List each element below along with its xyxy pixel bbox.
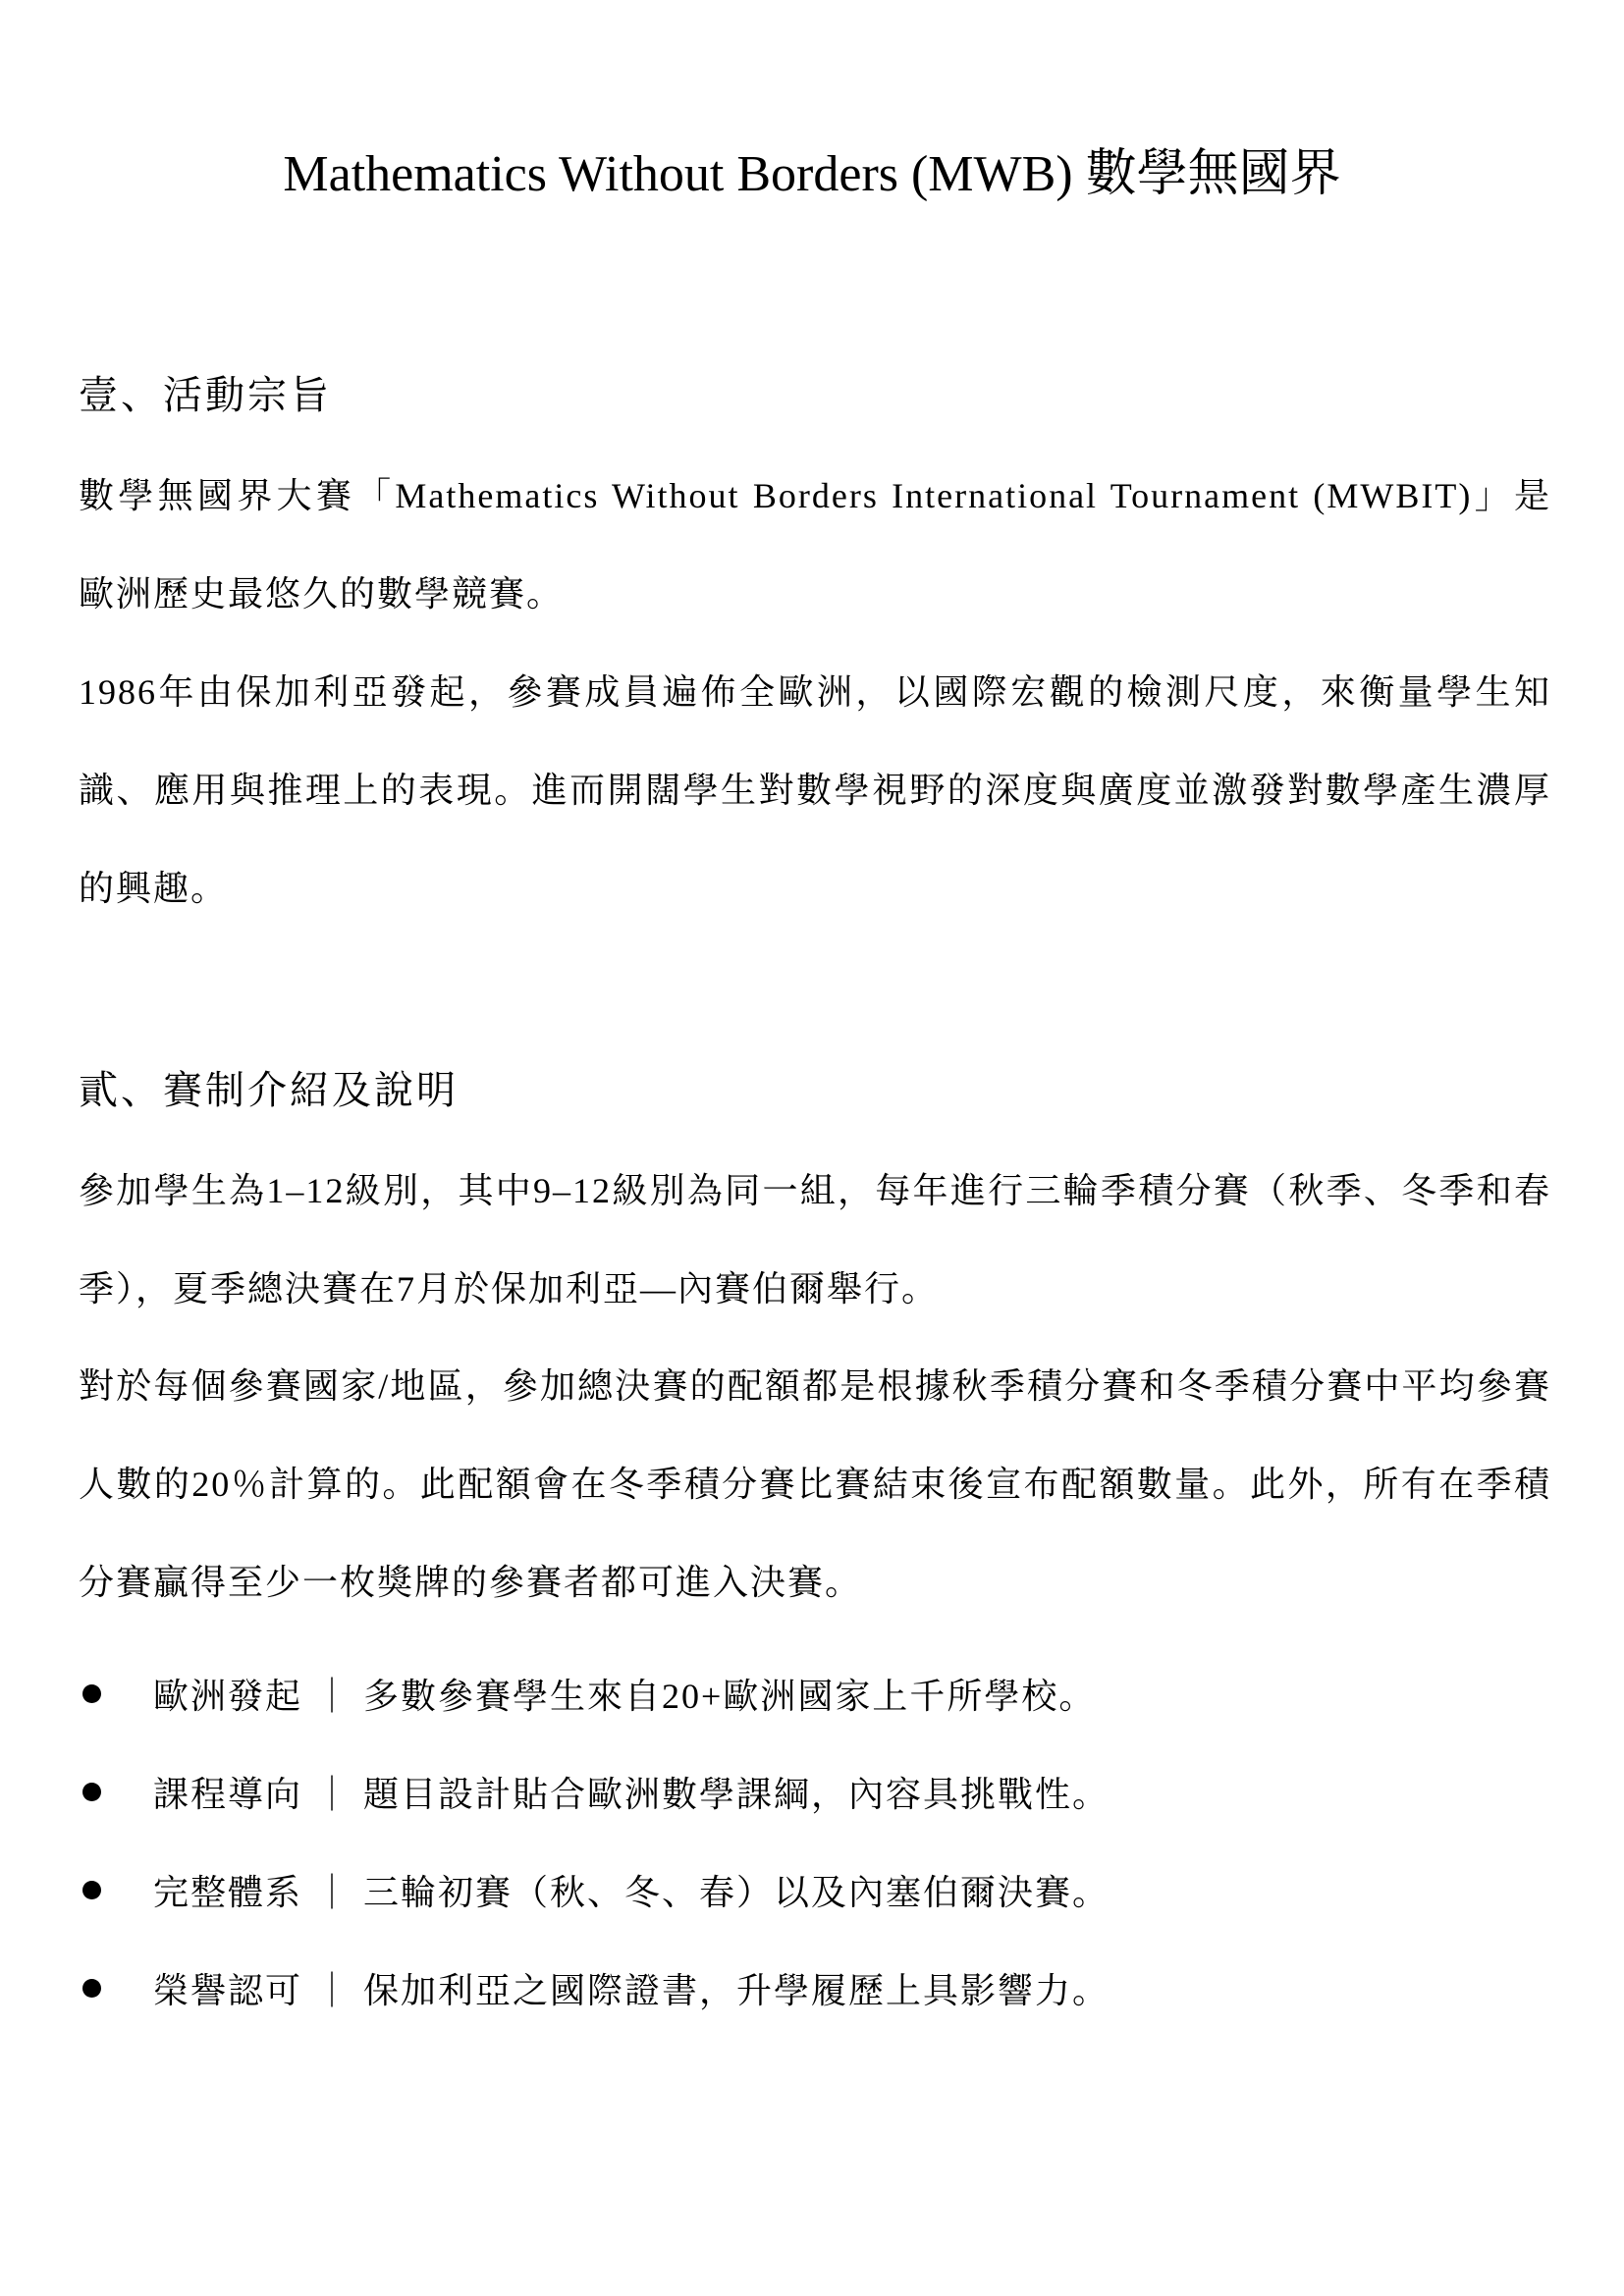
paragraph-history: 1986年由保加利亞發起，參賽成員遍佈全歐洲，以國際宏觀的檢測尺度，來衡量學生知識、應用與推理上的表現。進而開闊學生對數學視野的深度與廣度並激發對數學產生濃厚的興趣。 [79, 672, 1551, 908]
feature-label: 完整體系 [153, 1872, 303, 1912]
bullet-dot-icon [82, 1979, 101, 1998]
section-heading-purpose: 壹、活動宗旨 [79, 373, 332, 417]
separator: ｜ [314, 1970, 352, 2010]
bullet-dot-icon [82, 1783, 101, 1801]
separator: ｜ [314, 1774, 352, 1814]
page-title: Mathematics Without Borders (MWB) 數學無國界 [283, 146, 1341, 202]
section-heading-format: 貳、賽制介紹及說明 [79, 1068, 459, 1112]
list-item [79, 1841, 1551, 1939]
feature-label: 課程導向 [153, 1774, 303, 1814]
paragraph-levels: 參加學生為1–12級別，其中9–12級別為同一組，每年進行三輪季積分賽（秋季、冬季和春季），夏季總決賽在7月於保加利亞—內賽伯爾舉行。 [79, 1171, 1551, 1308]
list-item [79, 1644, 1551, 1742]
list-item [79, 1939, 1551, 2037]
list-item [79, 1742, 1551, 1841]
feature-label: 歐洲發起 [153, 1676, 303, 1716]
feature-text: 保加利亞之國際證書，升學履歷上具影響力。 [363, 1970, 1110, 2010]
bullet-dot-icon [82, 1881, 101, 1899]
feature-text: 三輪初賽（秋、冬、春）以及內塞伯爾決賽。 [363, 1872, 1110, 1912]
paragraph-intro: 數學無國界大賽「Mathematics Without Borders International Tournament (MWBIT)」是歐洲歷史最悠久的數學競賽。 [79, 476, 1551, 614]
feature-label: 榮譽認可 [153, 1970, 303, 2010]
bullet-dot-icon [82, 1684, 101, 1703]
feature-text: 題目設計貼合歐洲數學課綱，內容具挑戰性。 [363, 1774, 1110, 1814]
feature-text: 多數參賽學生來自20+歐洲國家上千所學校。 [363, 1676, 1097, 1716]
paragraph-quota: 對於每個參賽國家/地區，參加總決賽的配額都是根據秋季積分賽和冬季積分賽中平均參賽人數的20％計算的。此配額會在冬季積分賽比賽結束後宣布配額數量。此外，所有在季積分賽贏得至少一枚獎牌的參賽者都可進入決賽。 [79, 1366, 1551, 1602]
feature-list [79, 1644, 1551, 2037]
separator: ｜ [314, 1676, 352, 1716]
separator: ｜ [314, 1872, 352, 1912]
